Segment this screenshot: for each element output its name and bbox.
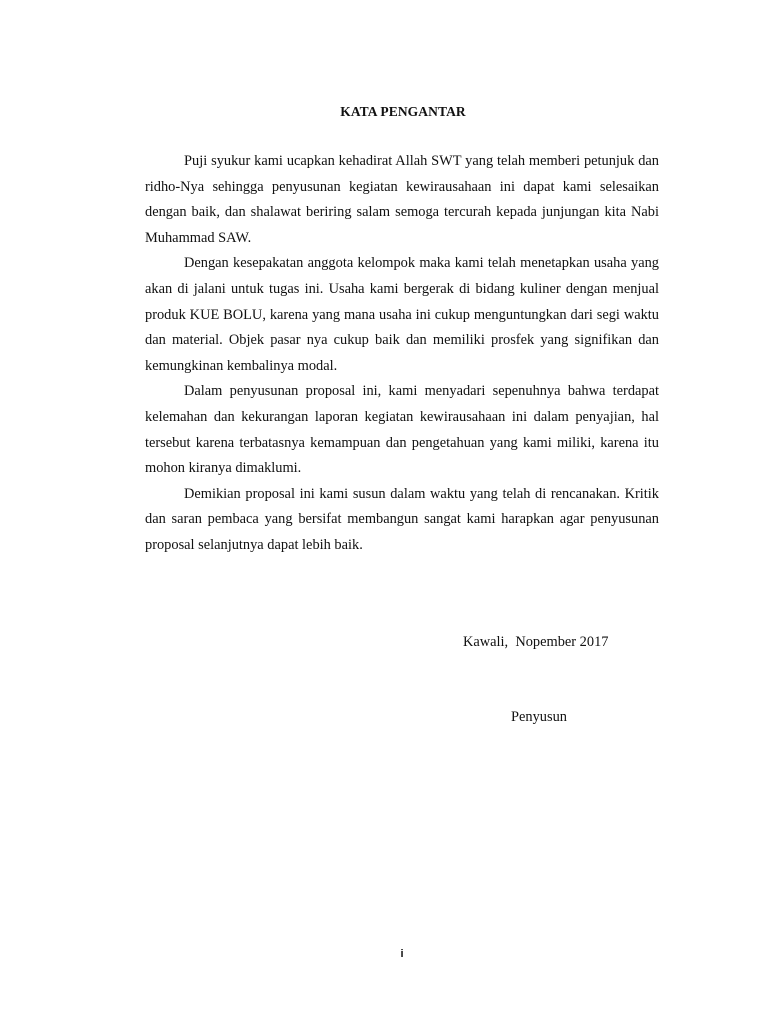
paragraph-3: Dalam penyusunan proposal ini, kami menyadari sepenuhnya bahwa terdapat kelemahan dan kekurangan laporan kegiatan kewirausahaan ini dalam penyajian, hal tersebut karena terbatasnya kemampuan dan pengetahuan yang kami miliki, karena itu mohon kiranya dimaklumi. bbox=[145, 383, 659, 477]
paragraph-4: Demikian proposal ini kami susun dalam waktu yang telah di rencanakan. Kritik dan saran pembaca yang bersifat membangun sangat kami harapkan agar penyusunan proposal selanjutnya dapat lebih baik. bbox=[145, 485, 659, 553]
body-text bbox=[145, 149, 659, 559]
page-number: i bbox=[400, 948, 404, 960]
closing-place-date: Kawali, Nopember 2017 bbox=[463, 634, 609, 650]
page-title: KATA PENGANTAR bbox=[340, 104, 466, 119]
paragraph-1: Puji syukur kami ucapkan kehadirat Allah SWT yang telah memberi petunjuk dan ridho-Nya sehingga penyusunan kegiatan kewirausahaan ini dapat kami selesaikan dengan baik, dan shalawat beriring salam semoga tercurah kepada junjungan kita Nabi Muhammad SAW. bbox=[145, 153, 659, 246]
closing-author: Penyusun bbox=[511, 709, 567, 725]
paragraph-2: Dengan kesepakatan anggota kelompok maka kami telah menetapkan usaha yang akan di jalani untuk tugas ini. Usaha kami bergerak di bidang kuliner dengan menjual produk KUE BOLU, karena yang mana usaha ini cukup menguntungkan dari segi waktu dan material. Objek pasar nya cukup baik dan memiliki prosfek yang signifikan dan kemungkinan kembalinya modal. bbox=[145, 255, 659, 374]
